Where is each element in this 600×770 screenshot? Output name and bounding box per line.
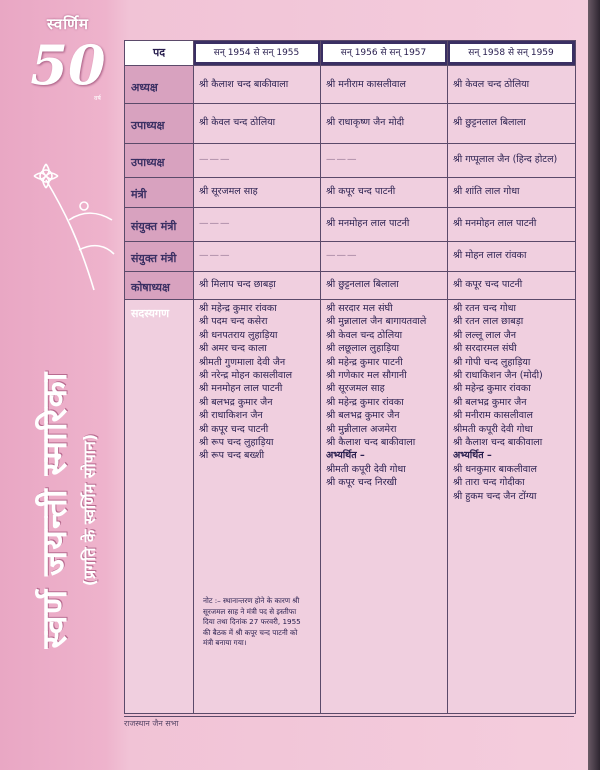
list-item: श्री मनीराम कासलीवाल bbox=[453, 410, 533, 422]
invited-heading: अभ्यर्थित – bbox=[453, 450, 492, 462]
list-item: श्री बलभद्र कुमार जैन bbox=[453, 396, 527, 408]
list-item: श्री रतन लाल छाबड़ा bbox=[453, 316, 524, 328]
list-item: श्री बलभद्र कुमार जैन bbox=[326, 410, 400, 422]
header-post: पद bbox=[125, 41, 193, 65]
column-divider bbox=[320, 41, 321, 713]
members-1956 bbox=[320, 300, 447, 714]
committee-table bbox=[124, 40, 576, 714]
list-item: श्रीमती कपूरी देवी गोधा bbox=[326, 463, 406, 475]
table-row: मंत्री श्री सूरजमल साह श्री कपूर चन्द पाटनी श्री शांति लाल गोधा bbox=[125, 177, 575, 208]
members-1954 bbox=[193, 300, 320, 714]
brand-title: स्वर्णिम bbox=[47, 15, 89, 33]
list-item: श्री धनपतराय लुहाड़िया bbox=[199, 329, 278, 341]
table-row: संयुक्त मंत्री ——— श्री मनमोहन लाल पाटनी श्री मनमोहन लाल पाटनी bbox=[125, 207, 575, 242]
list-item: श्री कपूर चन्द पाटनी bbox=[199, 423, 269, 435]
list-item: श्री मुन्नालाल जैन बागायतवाले bbox=[326, 316, 427, 328]
list-item: श्री मनमोहन लाल पाटनी bbox=[199, 383, 283, 395]
list-item: श्री लछूलाल लुहाड़िया bbox=[326, 343, 400, 355]
list-item: श्री कैलाश चन्द बाकीवाला bbox=[326, 437, 416, 449]
list-item: श्री लल्लू लाल जैन bbox=[453, 329, 517, 341]
list-item: श्री महेन्द्र कुमार पाटनी bbox=[326, 356, 403, 368]
note-text: नोट :– स्थानान्तरण होने के कारण श्री सूरजमल साह ने मंत्री पद से इस्तीफा दिया तथा दिनांक 27 फरवरी, 1955 की बैठक में श्री कपूर चन्द पाटनी को मंत्री बनाया गया। bbox=[203, 596, 301, 648]
list-item: श्रीमती कपूरी देवी गोधा bbox=[453, 423, 533, 435]
brand-number: 50 bbox=[30, 33, 106, 97]
list-item: श्री महेन्द्र कुमार रांवका bbox=[326, 396, 404, 408]
footer: राजस्थान जैन सभा bbox=[124, 716, 574, 731]
brand-small-text: वर्ष bbox=[94, 95, 101, 102]
list-item: श्री गणेकार मल सौगानी bbox=[326, 370, 407, 382]
column-divider bbox=[193, 41, 194, 713]
list-item: श्री सरदारमल संघी bbox=[453, 343, 517, 355]
book-spine bbox=[588, 0, 600, 770]
column-divider bbox=[447, 41, 448, 713]
souvenir-subtitle: (प्रगति के स्वर्णिम सोपान) bbox=[80, 433, 99, 587]
list-item: श्री केवल चन्द ठोलिया bbox=[326, 329, 403, 341]
members-row: सदस्यगण श्री महेन्द्र कुमार रांवका श्री पदम चन्द कसेरा श्री धनपतराय लुहाड़िया श्री अमर चन्द काला श्रीमती गुणमाला देवी जैन श्री नरेन्द्र मोहन कासलीवाल श्री मनमोहन लाल पाटनी श्री बलभद्र कुमार जैन श्री राधाकिशन जैन श्री कपूर चन्द पाटनी श्री रूप चन्द लुहाड़िया श्री रूप चन्द बख्शी श्री सरदार मल संघी श्री मुन्नालाल जैन बागायतवाले श्री केवल चन्द ठोलिया श्री लछूलाल लुहाड़िया श्री महेन्द्र कुमार पाटनी श्री गणेकार मल सौगानी श्री सूरजमल साह श्री महेन्द्र कुमार रांवका श्री बलभद्र कुमार जैन श्री मुन्नीलाल अजमेरा श्री कैलाश चन्द बाकीवाला अभ्यर्थित – श्रीमती कपूरी देवी गोधा श्री कपूर चन्द निरखी श्री रतन चन्द गोधा श्री रतन लाल छाबड़ा श्री लल्लू लाल जैन श्री सरदारमल संघी श्री गोपी चन्द लुहाड़िया श्री राधाकिशन जैन (मोदी) श्री महेन्द्र कुमार रांवका श्री बलभद्र कुमार जैन श्री मनीराम कासलीवाल श्रीमती कपूरी देवी गोधा श्री कैलाश चन्द बाकीवाला अभ्यर्थित – श्री धनकुमार बाकलीवाल श्री तारा चन्द गोदीका श्री हुकम चन्द जैन टोंग्या bbox=[125, 299, 575, 714]
list-item: श्री महेन्द्र कुमार रांवका bbox=[199, 303, 277, 314]
invited-heading: अभ्यर्थित – bbox=[326, 450, 365, 462]
header-1956: सन् 1956 से सन् 1957 bbox=[320, 41, 447, 65]
table-row: कोषाध्यक्ष श्री मिलाप चन्द छाबड़ा श्री छुट्टनलाल बिलाला श्री कपूर चन्द पाटनी bbox=[125, 271, 575, 300]
list-item: श्री गोपी चन्द लुहाड़िया bbox=[453, 356, 531, 368]
list-item: श्री सूरजमल साह bbox=[326, 383, 385, 395]
members-1958 bbox=[447, 300, 575, 714]
header-1958: सन् 1958 से सन् 1959 bbox=[447, 41, 575, 65]
list-item: श्री राधाकिशन जैन (मोदी) bbox=[453, 370, 543, 382]
list-item: श्री मुन्नीलाल अजमेरा bbox=[326, 423, 397, 435]
list-item: श्री कैलाश चन्द बाकीवाला bbox=[453, 437, 543, 449]
list-item: श्री धनकुमार बाकलीवाल bbox=[453, 463, 537, 475]
table-row: संयुक्त मंत्री ——— ——— श्री मोहन लाल रांवका bbox=[125, 241, 575, 272]
table-row: उपाध्यक्ष श्री केवल चन्द ठोलिया श्री राधाकृष्ण जैन मोदी श्री छुट्टनलाल बिलाला bbox=[125, 103, 575, 144]
list-item: श्रीमती गुणमाला देवी जैन bbox=[199, 356, 286, 368]
list-item: श्री रूप चन्द लुहाड़िया bbox=[199, 437, 274, 449]
table-row: अध्यक्ष श्री कैलाश चन्द बाकीवाला श्री मनीराम कासलीवाल श्री केवल चन्द ठोलिया bbox=[125, 65, 575, 104]
vertical-title bbox=[10, 290, 120, 730]
list-item: श्री अमर चन्द काला bbox=[199, 343, 267, 355]
list-item: श्री कपूर चन्द निरखी bbox=[326, 477, 397, 489]
list-item: श्री पदम चन्द कसेरा bbox=[199, 316, 268, 328]
list-item: श्री महेन्द्र कुमार रांवका bbox=[453, 383, 531, 395]
list-item: श्री सरदार मल संघी bbox=[326, 303, 393, 314]
list-item: श्री हुकम चन्द जैन टोंग्या bbox=[453, 490, 537, 502]
list-item: श्री रतन चन्द गोधा bbox=[453, 303, 516, 314]
list-item: श्री रूप चन्द बख्शी bbox=[199, 450, 265, 462]
list-item: श्री नरेन्द्र मोहन कासलीवाल bbox=[199, 370, 293, 382]
list-item: श्री राधाकिशन जैन bbox=[199, 410, 263, 422]
souvenir-title: स्वर्ण जयन्ती स्मारिका bbox=[35, 371, 75, 649]
table-row: उपाध्यक्ष ——— ——— श्री गप्पूलाल जैन (हिन्द होटल) bbox=[125, 143, 575, 178]
list-item: श्री तारा चन्द गोदीका bbox=[453, 477, 525, 489]
flower-icon bbox=[24, 150, 124, 300]
list-item: श्री बलभद्र कुमार जैन bbox=[199, 396, 273, 408]
header-1954: सन् 1954 से सन् 1955 bbox=[193, 41, 320, 65]
